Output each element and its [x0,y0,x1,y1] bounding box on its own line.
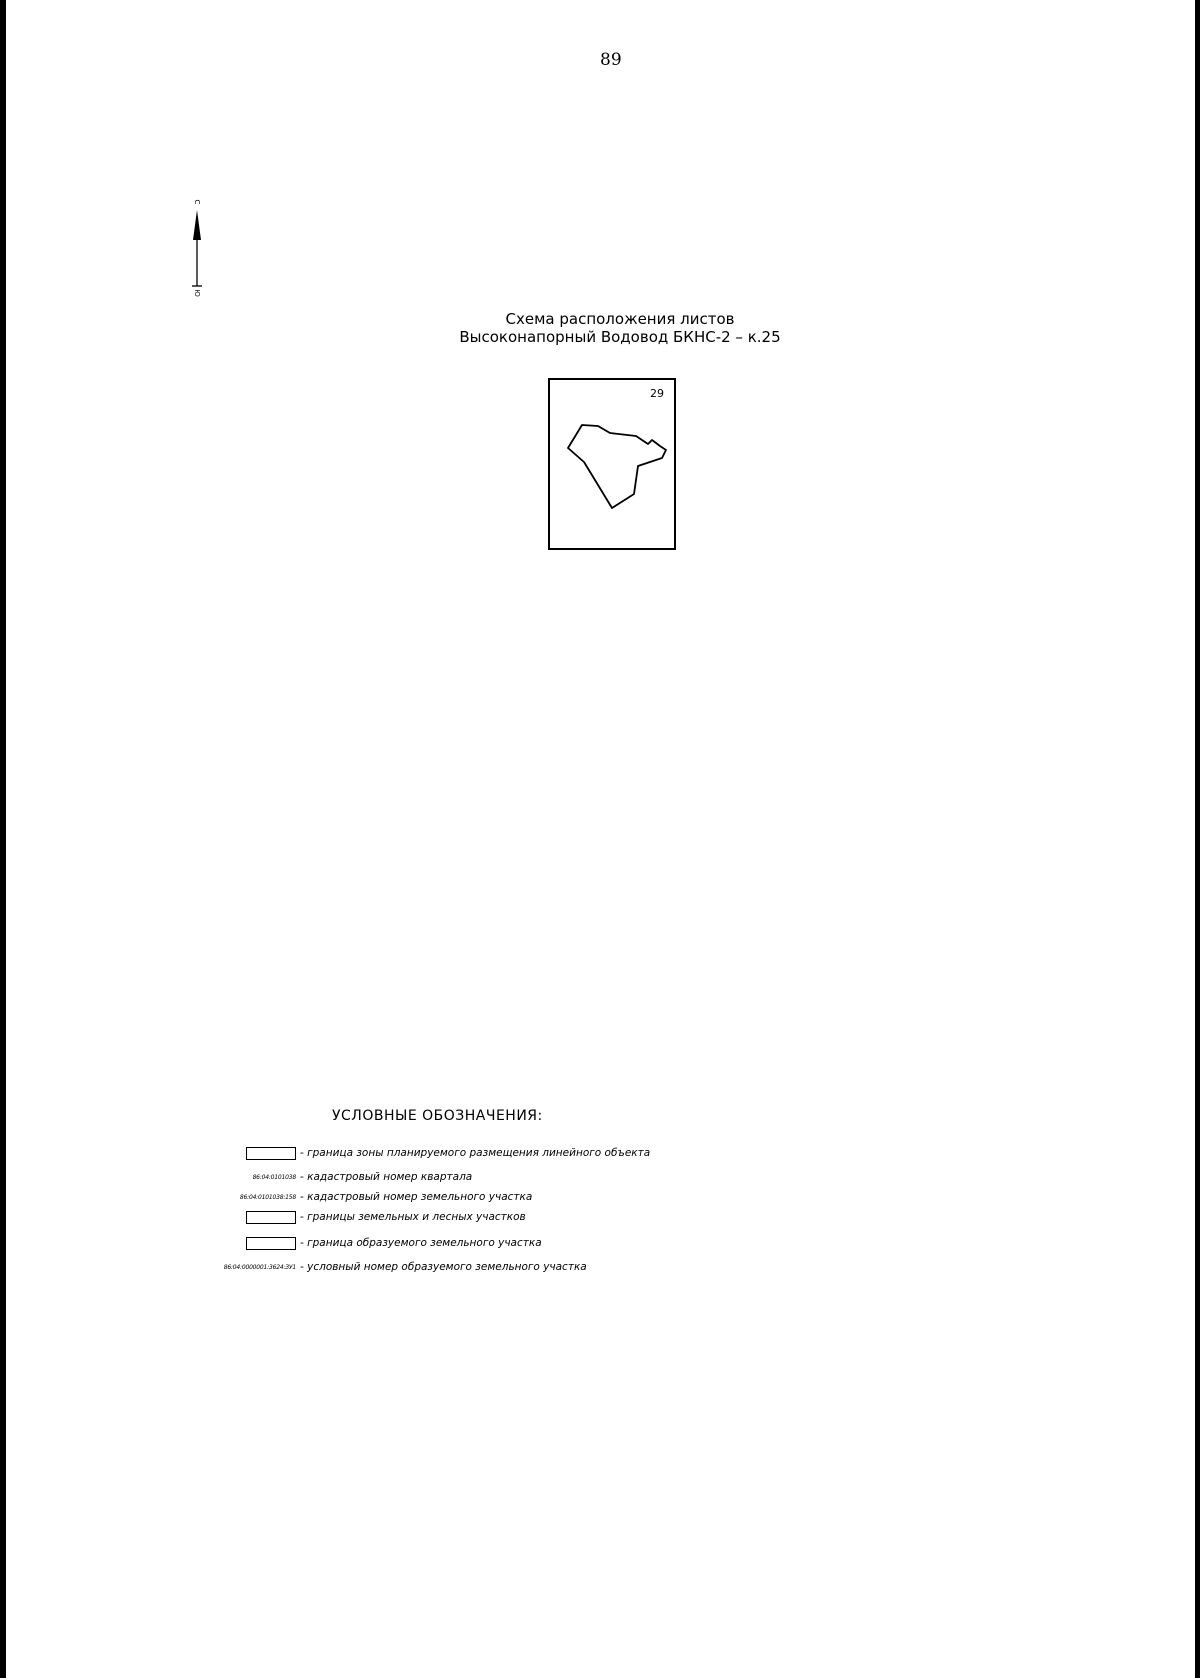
sheet-frame [549,379,675,549]
scheme-title-line-2: Высоконапорный Водовод БКНС-2 – к.25 [459,328,781,346]
page-left-edge [0,0,6,1678]
legend-box-symbol [246,1211,296,1224]
legend-box-symbol [246,1147,296,1160]
south-label: Ю [193,289,201,297]
legend-item-text: - граница образуемого земельного участка [300,1237,542,1249]
scheme-title-line-1: Схема расположения листов [505,310,735,328]
legend-item-quarter-number [200,1168,472,1186]
legend-box-symbol [246,1237,296,1250]
north-label: С [193,199,201,205]
legend-code-sample: 86:04:0000001:3624:ЗУ1 [223,1263,296,1271]
legend-item-text: - кадастровый номер земельного участка [300,1191,533,1203]
scheme-title [420,310,820,346]
legend-code-sample: 86:04:0101038 [252,1173,296,1181]
legend-item-parcel-number [200,1188,532,1206]
legend-item-planning-zone [200,1144,650,1162]
legend-item-new-parcel-number [200,1258,587,1276]
page-right-edge [1195,0,1200,1678]
planning-zone-outline [568,425,666,508]
legend-item-new-parcel-boundary [200,1234,542,1252]
legend-item-text: - кадастровый номер квартала [300,1171,473,1183]
legend-item-text: - границы земельных и лесных участков [300,1211,526,1223]
legend-code-sample: 86:04:0101038:158 [239,1193,296,1201]
page-number: 89 [600,50,622,70]
sheet-layout-map [548,378,676,550]
sheet-number: 29 [650,387,664,400]
north-arrow-icon [187,198,207,298]
legend-item-text: - граница зоны планируемого размещения линейного объекта [300,1147,651,1159]
legend-title: УСЛОВНЫЕ ОБОЗНАЧЕНИЯ: [332,1108,543,1124]
legend-item-land-forest-boundaries [200,1208,526,1226]
legend-item-text: - условный номер образуемого земельного участка [300,1261,587,1273]
